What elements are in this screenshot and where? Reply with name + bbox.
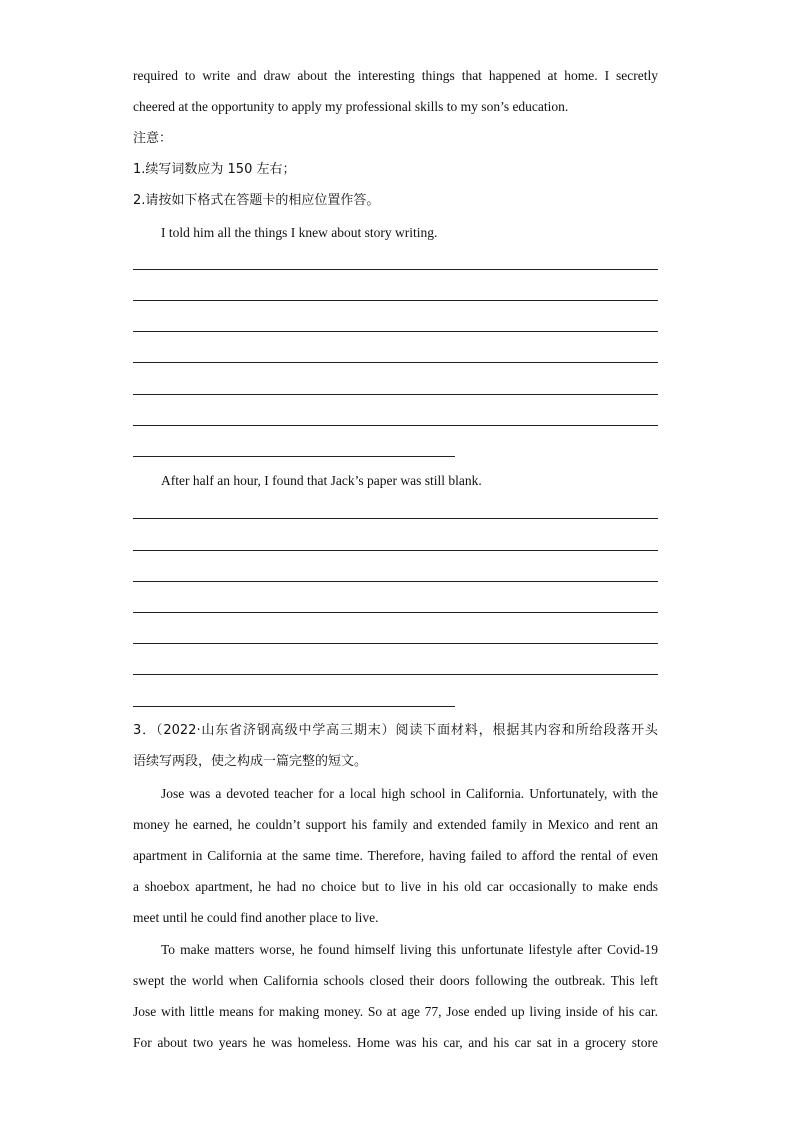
answer-line [133, 300, 658, 301]
passage-line: meet until he could find another place to live. [133, 910, 379, 925]
answer-line [133, 674, 658, 675]
passage-line: Jose with little means for making money. So at age 77, Jose ended up living inside of his car. [133, 1004, 658, 1019]
answer-line [133, 394, 658, 395]
passage-line: required to write and draw about the interesting things that happened at home. I secretly [133, 68, 658, 83]
answer-line [133, 518, 658, 519]
passage-line: money he earned, he couldn’t support his family and extended family in Mexico and rent an [133, 817, 658, 832]
passage-line: To make matters worse, he found himself living this unfortunate lifestyle after Covid-19 [161, 942, 658, 957]
note-item: 2.请按如下格式在答题卡的相应位置作答。 [133, 193, 380, 208]
passage-line: apartment in California at the same time. Therefore, having failed to afford the rental of even [133, 848, 658, 863]
answer-line [133, 550, 658, 551]
passage-line: cheered at the opportunity to apply my professional skills to my son’s education. [133, 99, 569, 114]
note-item: 1.续写词数应为 150 左右； [133, 162, 296, 177]
answer-line [133, 425, 658, 426]
paragraph-opener: After half an hour, I found that Jack’s paper was still blank. [161, 473, 482, 488]
question-title: 3．（2022·山东省济钢高级中学高三期末）阅读下面材料，根据其内容和所给段落开头 [133, 723, 658, 738]
paragraph-opener: I told him all the things I knew about story writing. [161, 225, 438, 240]
passage-line: For about two years he was homeless. Home was his car, and his car sat in a grocery store [133, 1035, 658, 1050]
answer-line [133, 456, 455, 457]
answer-line [133, 362, 658, 363]
answer-line [133, 706, 455, 707]
answer-line [133, 269, 658, 270]
question-title: 语续写两段，使之构成一篇完整的短文。 [133, 754, 368, 769]
answer-line [133, 581, 658, 582]
answer-line [133, 643, 658, 644]
answer-line [133, 612, 658, 613]
passage-line: swept the world when California schools closed their doors following the outbreak. This left [133, 973, 658, 988]
passage-line: Jose was a devoted teacher for a local high school in California. Unfortunately, with the [161, 786, 658, 801]
passage-line: a shoebox apartment, he had no choice but to live in his old car occasionally to make ends [133, 879, 658, 894]
notes-heading: 注意： [133, 131, 173, 146]
answer-line [133, 331, 658, 332]
